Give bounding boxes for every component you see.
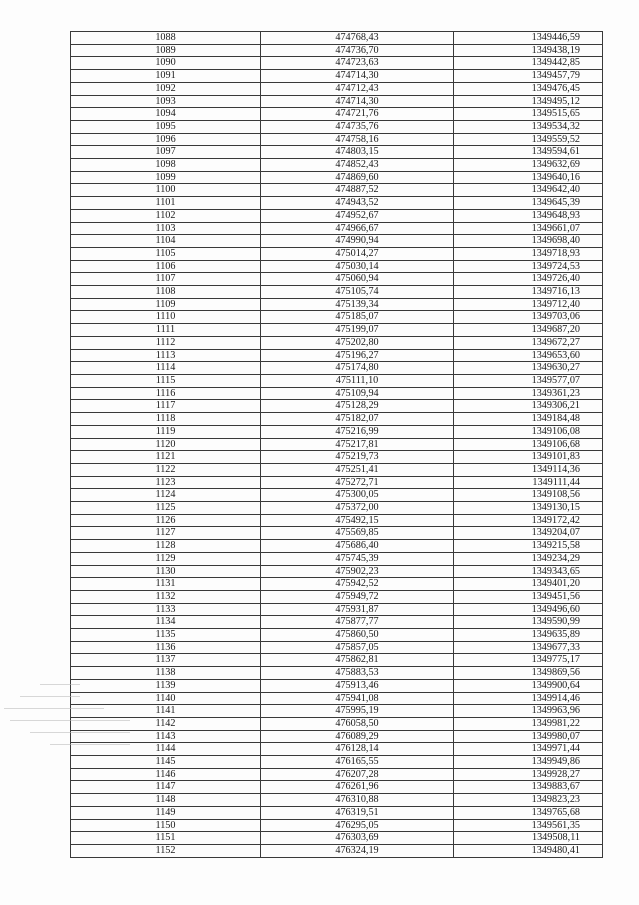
y-coordinate-cell: 1349928,27 — [454, 768, 603, 781]
x-coordinate-cell: 476165,55 — [261, 756, 454, 769]
y-coordinate-cell: 1349457,79 — [454, 70, 603, 83]
x-coordinate-cell: 474714,30 — [261, 95, 454, 108]
x-coordinate-cell: 475060,94 — [261, 273, 454, 286]
y-coordinate-cell: 1349234,29 — [454, 552, 603, 565]
y-coordinate-cell: 1349184,48 — [454, 413, 603, 426]
x-coordinate-cell: 475196,27 — [261, 349, 454, 362]
point-number-cell: 1097 — [71, 146, 261, 159]
table-row — [71, 540, 603, 553]
point-number-cell: 1112 — [71, 336, 261, 349]
x-coordinate-cell: 474721,76 — [261, 108, 454, 121]
table-row — [71, 82, 603, 95]
x-coordinate-cell: 474714,30 — [261, 70, 454, 83]
point-number-cell: 1142 — [71, 717, 261, 730]
point-number-cell: 1138 — [71, 667, 261, 680]
table-row — [71, 374, 603, 387]
x-coordinate-cell: 475860,50 — [261, 629, 454, 642]
y-coordinate-cell: 1349204,07 — [454, 527, 603, 540]
table-row — [71, 311, 603, 324]
table-row — [71, 209, 603, 222]
point-number-cell: 1139 — [71, 679, 261, 692]
y-coordinate-cell: 1349343,65 — [454, 565, 603, 578]
table-row — [71, 590, 603, 603]
y-coordinate-cell: 1349451,56 — [454, 590, 603, 603]
point-number-cell: 1096 — [71, 133, 261, 146]
table-row — [71, 578, 603, 591]
y-coordinate-cell: 1349823,23 — [454, 794, 603, 807]
table-row — [71, 641, 603, 654]
table-row — [71, 260, 603, 273]
table-row — [71, 476, 603, 489]
point-number-cell: 1133 — [71, 603, 261, 616]
point-number-cell: 1109 — [71, 298, 261, 311]
point-number-cell: 1152 — [71, 845, 261, 858]
point-number-cell: 1113 — [71, 349, 261, 362]
x-coordinate-cell: 475185,07 — [261, 311, 454, 324]
y-coordinate-cell: 1349495,12 — [454, 95, 603, 108]
x-coordinate-cell: 474943,52 — [261, 197, 454, 210]
table-row — [71, 171, 603, 184]
x-coordinate-cell: 475995,19 — [261, 705, 454, 718]
point-number-cell: 1148 — [71, 794, 261, 807]
point-number-cell: 1128 — [71, 540, 261, 553]
point-number-cell: 1121 — [71, 451, 261, 464]
y-coordinate-cell: 1349108,56 — [454, 489, 603, 502]
point-number-cell: 1092 — [71, 82, 261, 95]
y-coordinate-cell: 1349577,07 — [454, 374, 603, 387]
table-row — [71, 756, 603, 769]
point-number-cell: 1095 — [71, 120, 261, 133]
y-coordinate-cell: 1349672,27 — [454, 336, 603, 349]
table-row — [71, 146, 603, 159]
y-coordinate-cell: 1349476,45 — [454, 82, 603, 95]
point-number-cell: 1116 — [71, 387, 261, 400]
point-number-cell: 1105 — [71, 247, 261, 260]
x-coordinate-cell: 475272,71 — [261, 476, 454, 489]
x-coordinate-cell: 474990,94 — [261, 235, 454, 248]
x-coordinate-cell: 474758,16 — [261, 133, 454, 146]
table-row — [71, 387, 603, 400]
table-row — [71, 425, 603, 438]
x-coordinate-cell: 475862,81 — [261, 654, 454, 667]
x-coordinate-cell: 475877,77 — [261, 616, 454, 629]
x-coordinate-cell: 476058,50 — [261, 717, 454, 730]
table-row — [71, 552, 603, 565]
x-coordinate-cell: 475105,74 — [261, 286, 454, 299]
x-coordinate-cell: 474966,67 — [261, 222, 454, 235]
point-number-cell: 1147 — [71, 781, 261, 794]
x-coordinate-cell: 475949,72 — [261, 590, 454, 603]
point-number-cell: 1102 — [71, 209, 261, 222]
x-coordinate-cell: 475913,46 — [261, 679, 454, 692]
table-row — [71, 705, 603, 718]
x-coordinate-cell: 475857,05 — [261, 641, 454, 654]
y-coordinate-cell: 1349630,27 — [454, 362, 603, 375]
point-number-cell: 1093 — [71, 95, 261, 108]
point-number-cell: 1120 — [71, 438, 261, 451]
y-coordinate-cell: 1349101,83 — [454, 451, 603, 464]
x-coordinate-cell: 475745,39 — [261, 552, 454, 565]
table-row — [71, 286, 603, 299]
y-coordinate-cell: 1349971,44 — [454, 743, 603, 756]
x-coordinate-cell: 475111,10 — [261, 374, 454, 387]
x-coordinate-cell: 475030,14 — [261, 260, 454, 273]
x-coordinate-cell: 474887,52 — [261, 184, 454, 197]
point-number-cell: 1107 — [71, 273, 261, 286]
y-coordinate-cell: 1349653,60 — [454, 349, 603, 362]
y-coordinate-cell: 1349900,64 — [454, 679, 603, 692]
y-coordinate-cell: 1349111,44 — [454, 476, 603, 489]
y-coordinate-cell: 1349677,33 — [454, 641, 603, 654]
y-coordinate-cell: 1349883,67 — [454, 781, 603, 794]
table-row — [71, 667, 603, 680]
y-coordinate-cell: 1349215,58 — [454, 540, 603, 553]
point-number-cell: 1100 — [71, 184, 261, 197]
point-number-cell: 1137 — [71, 654, 261, 667]
x-coordinate-cell: 476261,96 — [261, 781, 454, 794]
point-number-cell: 1106 — [71, 260, 261, 273]
table-row — [71, 603, 603, 616]
y-coordinate-cell: 1349716,13 — [454, 286, 603, 299]
point-number-cell: 1104 — [71, 235, 261, 248]
y-coordinate-cell: 1349914,46 — [454, 692, 603, 705]
point-number-cell: 1123 — [71, 476, 261, 489]
y-coordinate-cell: 1349698,40 — [454, 235, 603, 248]
table-row — [71, 235, 603, 248]
y-coordinate-cell: 1349645,39 — [454, 197, 603, 210]
y-coordinate-cell: 1349594,61 — [454, 146, 603, 159]
y-coordinate-cell: 1349438,19 — [454, 44, 603, 57]
table-row — [71, 781, 603, 794]
x-coordinate-cell: 475942,52 — [261, 578, 454, 591]
y-coordinate-cell: 1349172,42 — [454, 514, 603, 527]
point-number-cell: 1125 — [71, 502, 261, 515]
table-row — [71, 502, 603, 515]
x-coordinate-cell: 475202,80 — [261, 336, 454, 349]
table-row — [71, 616, 603, 629]
x-coordinate-cell: 475492,15 — [261, 514, 454, 527]
y-coordinate-cell: 1349640,16 — [454, 171, 603, 184]
y-coordinate-cell: 1349106,08 — [454, 425, 603, 438]
point-number-cell: 1134 — [71, 616, 261, 629]
x-coordinate-cell: 475569,85 — [261, 527, 454, 540]
x-coordinate-cell: 474869,60 — [261, 171, 454, 184]
x-coordinate-cell: 475883,53 — [261, 667, 454, 680]
y-coordinate-cell: 1349661,07 — [454, 222, 603, 235]
table-row — [71, 349, 603, 362]
table-row — [71, 514, 603, 527]
y-coordinate-cell: 1349534,32 — [454, 120, 603, 133]
table-row — [71, 413, 603, 426]
table-row — [71, 654, 603, 667]
y-coordinate-cell: 1349590,99 — [454, 616, 603, 629]
x-coordinate-cell: 474852,43 — [261, 159, 454, 172]
point-number-cell: 1103 — [71, 222, 261, 235]
y-coordinate-cell: 1349980,07 — [454, 730, 603, 743]
y-coordinate-cell: 1349632,69 — [454, 159, 603, 172]
point-number-cell: 1141 — [71, 705, 261, 718]
x-coordinate-cell: 475219,73 — [261, 451, 454, 464]
x-coordinate-cell: 475217,81 — [261, 438, 454, 451]
point-number-cell: 1126 — [71, 514, 261, 527]
table-row — [71, 273, 603, 286]
table-row — [71, 222, 603, 235]
y-coordinate-cell: 1349635,89 — [454, 629, 603, 642]
x-coordinate-cell: 476089,29 — [261, 730, 454, 743]
y-coordinate-cell: 1349726,40 — [454, 273, 603, 286]
table-row — [71, 44, 603, 57]
y-coordinate-cell: 1349869,56 — [454, 667, 603, 680]
point-number-cell: 1117 — [71, 400, 261, 413]
y-coordinate-cell: 1349401,20 — [454, 578, 603, 591]
point-number-cell: 1124 — [71, 489, 261, 502]
x-coordinate-cell: 475199,07 — [261, 324, 454, 337]
y-coordinate-cell: 1349718,93 — [454, 247, 603, 260]
table-row — [71, 730, 603, 743]
point-number-cell: 1130 — [71, 565, 261, 578]
x-coordinate-cell: 476310,88 — [261, 794, 454, 807]
x-coordinate-cell: 476303,69 — [261, 832, 454, 845]
point-number-cell: 1089 — [71, 44, 261, 57]
point-number-cell: 1088 — [71, 32, 261, 45]
y-coordinate-cell: 1349480,41 — [454, 845, 603, 858]
y-coordinate-cell: 1349561,35 — [454, 819, 603, 832]
x-coordinate-cell: 475251,41 — [261, 463, 454, 476]
point-number-cell: 1140 — [71, 692, 261, 705]
table-row — [71, 489, 603, 502]
table-row — [71, 120, 603, 133]
x-coordinate-cell: 475109,94 — [261, 387, 454, 400]
y-coordinate-cell: 1349648,93 — [454, 209, 603, 222]
y-coordinate-cell: 1349712,40 — [454, 298, 603, 311]
point-number-cell: 1150 — [71, 819, 261, 832]
y-coordinate-cell: 1349775,17 — [454, 654, 603, 667]
table-row — [71, 832, 603, 845]
x-coordinate-cell: 475128,29 — [261, 400, 454, 413]
table-row — [71, 794, 603, 807]
x-coordinate-cell: 475174,80 — [261, 362, 454, 375]
y-coordinate-cell: 1349981,22 — [454, 717, 603, 730]
y-coordinate-cell: 1349114,36 — [454, 463, 603, 476]
x-coordinate-cell: 476207,28 — [261, 768, 454, 781]
table-row — [71, 362, 603, 375]
coordinates-table — [70, 31, 603, 858]
point-number-cell: 1127 — [71, 527, 261, 540]
x-coordinate-cell: 476324,19 — [261, 845, 454, 858]
x-coordinate-cell: 475182,07 — [261, 413, 454, 426]
table-row — [71, 133, 603, 146]
x-coordinate-cell: 476319,51 — [261, 806, 454, 819]
y-coordinate-cell: 1349559,52 — [454, 133, 603, 146]
x-coordinate-cell: 475931,87 — [261, 603, 454, 616]
y-coordinate-cell: 1349949,86 — [454, 756, 603, 769]
point-number-cell: 1098 — [71, 159, 261, 172]
table-row — [71, 717, 603, 730]
point-number-cell: 1114 — [71, 362, 261, 375]
x-coordinate-cell: 475216,99 — [261, 425, 454, 438]
table-row — [71, 679, 603, 692]
x-coordinate-cell: 475014,27 — [261, 247, 454, 260]
table-row — [71, 247, 603, 260]
y-coordinate-cell: 1349306,21 — [454, 400, 603, 413]
y-coordinate-cell: 1349361,23 — [454, 387, 603, 400]
coordinates-table-body — [71, 32, 603, 858]
point-number-cell: 1099 — [71, 171, 261, 184]
table-row — [71, 70, 603, 83]
point-number-cell: 1091 — [71, 70, 261, 83]
table-row — [71, 95, 603, 108]
point-number-cell: 1143 — [71, 730, 261, 743]
x-coordinate-cell: 474723,63 — [261, 57, 454, 70]
table-row — [71, 451, 603, 464]
point-number-cell: 1110 — [71, 311, 261, 324]
table-row — [71, 336, 603, 349]
table-row — [71, 768, 603, 781]
y-coordinate-cell: 1349508,11 — [454, 832, 603, 845]
x-coordinate-cell: 476295,05 — [261, 819, 454, 832]
table-row — [71, 806, 603, 819]
point-number-cell: 1119 — [71, 425, 261, 438]
x-coordinate-cell: 474735,76 — [261, 120, 454, 133]
table-row — [71, 629, 603, 642]
table-row — [71, 819, 603, 832]
y-coordinate-cell: 1349515,65 — [454, 108, 603, 121]
y-coordinate-cell: 1349106,68 — [454, 438, 603, 451]
y-coordinate-cell: 1349446,59 — [454, 32, 603, 45]
point-number-cell: 1115 — [71, 374, 261, 387]
x-coordinate-cell: 475902,23 — [261, 565, 454, 578]
point-number-cell: 1135 — [71, 629, 261, 642]
table-row — [71, 400, 603, 413]
point-number-cell: 1129 — [71, 552, 261, 565]
y-coordinate-cell: 1349642,40 — [454, 184, 603, 197]
x-coordinate-cell: 476128,14 — [261, 743, 454, 756]
table-row — [71, 57, 603, 70]
point-number-cell: 1151 — [71, 832, 261, 845]
point-number-cell: 1101 — [71, 197, 261, 210]
y-coordinate-cell: 1349130,15 — [454, 502, 603, 515]
table-row — [71, 298, 603, 311]
point-number-cell: 1122 — [71, 463, 261, 476]
table-row — [71, 692, 603, 705]
point-number-cell: 1145 — [71, 756, 261, 769]
y-coordinate-cell: 1349442,85 — [454, 57, 603, 70]
x-coordinate-cell: 474736,70 — [261, 44, 454, 57]
table-row — [71, 159, 603, 172]
point-number-cell: 1111 — [71, 324, 261, 337]
x-coordinate-cell: 474952,67 — [261, 209, 454, 222]
table-row — [71, 32, 603, 45]
table-row — [71, 527, 603, 540]
y-coordinate-cell: 1349724,53 — [454, 260, 603, 273]
x-coordinate-cell: 474803,15 — [261, 146, 454, 159]
y-coordinate-cell: 1349687,20 — [454, 324, 603, 337]
point-number-cell: 1108 — [71, 286, 261, 299]
point-number-cell: 1090 — [71, 57, 261, 70]
point-number-cell: 1132 — [71, 590, 261, 603]
table-row — [71, 197, 603, 210]
table-row — [71, 565, 603, 578]
point-number-cell: 1131 — [71, 578, 261, 591]
y-coordinate-cell: 1349496,60 — [454, 603, 603, 616]
table-row — [71, 463, 603, 476]
point-number-cell: 1118 — [71, 413, 261, 426]
x-coordinate-cell: 475686,40 — [261, 540, 454, 553]
point-number-cell: 1094 — [71, 108, 261, 121]
y-coordinate-cell: 1349963,96 — [454, 705, 603, 718]
table-row — [71, 743, 603, 756]
x-coordinate-cell: 475941,08 — [261, 692, 454, 705]
y-coordinate-cell: 1349703,06 — [454, 311, 603, 324]
table-row — [71, 845, 603, 858]
table-row — [71, 324, 603, 337]
x-coordinate-cell: 474712,43 — [261, 82, 454, 95]
point-number-cell: 1136 — [71, 641, 261, 654]
table-row — [71, 438, 603, 451]
y-coordinate-cell: 1349765,68 — [454, 806, 603, 819]
x-coordinate-cell: 475372,00 — [261, 502, 454, 515]
table-row — [71, 108, 603, 121]
point-number-cell: 1149 — [71, 806, 261, 819]
x-coordinate-cell: 475300,05 — [261, 489, 454, 502]
point-number-cell: 1146 — [71, 768, 261, 781]
x-coordinate-cell: 475139,34 — [261, 298, 454, 311]
x-coordinate-cell: 474768,43 — [261, 32, 454, 45]
point-number-cell: 1144 — [71, 743, 261, 756]
table-row — [71, 184, 603, 197]
